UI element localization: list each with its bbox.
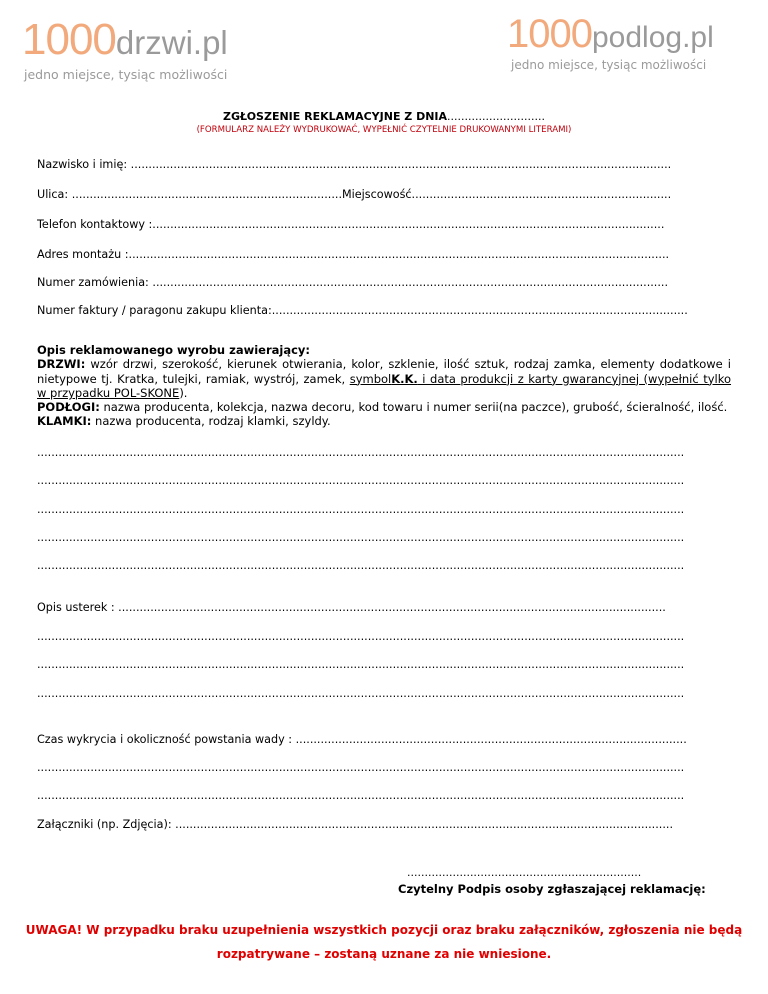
form-title [0, 110, 768, 123]
handles-text: nazwa producenta, rodzaj klamki, szyldy. [91, 414, 331, 429]
description-line[interactable]: ...................................................................................................................................................................................... [37, 559, 685, 572]
description-heading: Opis reklamowanego wyrobu zawierający: [37, 343, 310, 357]
doors-production-date: i data produkcji z karty gwarancyjnej (wypełnić tylko w przypadku POL-SKONE [37, 371, 732, 400]
phone-field[interactable]: Telefon kontaktowy :................................................................................................................................................ [37, 218, 665, 231]
order-number-field[interactable]: Numer zamówienia: ................................................................................................................................................. [37, 276, 669, 289]
description-line[interactable]: ...................................................................................................................................................................................... [37, 446, 685, 459]
form-title-text: ZGŁOSZENIE REKLAMACYJNE Z DNIA [223, 110, 448, 123]
defects-line[interactable]: ...................................................................................................................................................................................... [37, 687, 685, 700]
date-field[interactable]: ............................ [447, 110, 545, 123]
defects-field[interactable]: Opis usterek : .......................................................................................................................................................... [37, 601, 666, 614]
doors-symbol: symbol [349, 371, 392, 386]
description-line[interactable]: ...................................................................................................................................................................................... [37, 531, 685, 544]
description-line[interactable]: ...................................................................................................................................................................................... [37, 503, 685, 516]
handles-label: KLAMKI: [37, 414, 92, 429]
form-subtitle: (FORMULARZ NALEŻY WYDRUKOWAĆ, WYPEŁNIĆ CZYTELNIE DRUKOWANYMI LITERAMI) [196, 125, 572, 135]
detection-time-line[interactable]: ...................................................................................................................................................................................... [37, 789, 685, 802]
description-line[interactable]: ...................................................................................................................................................................................... [37, 474, 685, 487]
street-city-field[interactable]: Ulica: ............................................................................Miejscowość......................................................................... [37, 188, 672, 201]
logo-tagline: jedno miejsce, tysiąc możliwości [24, 67, 228, 82]
defects-line[interactable]: ...................................................................................................................................................................................... [37, 658, 685, 671]
attachments-field[interactable]: Załączniki (np. Zdjęcia): ............................................................................................................................................ [37, 818, 674, 831]
address-field[interactable]: Adres montażu :........................................................................................................................................................ [37, 248, 670, 261]
invoice-field[interactable]: Numer faktury / paragonu zakupu klienta:..................................................................................................................... [37, 304, 688, 317]
defects-line[interactable]: ...................................................................................................................................................................................... [37, 630, 685, 643]
name-field[interactable]: Nazwisko i imię: ........................................................................................................................................................ [37, 158, 672, 171]
floors-label: PODŁOGI: [37, 400, 100, 415]
logo-number: 1000 [22, 15, 116, 64]
signature-field[interactable]: ................................................................... [407, 866, 642, 879]
warning-line-1: UWAGA! W przypadku braku uzupełnienia wszystkich pozycji oraz braku załączników, zgłoszenia nie będą [25, 923, 743, 937]
logo-domain: podlog.pl [591, 21, 714, 54]
floors-text: nazwa producenta, kolekcja, nazwa decoru, kod towaru i numer serii(na paczce), grubość, ścieralność, ilość. [99, 400, 728, 415]
logo-1000drzwi [22, 15, 228, 82]
product-description-instructions: Opis reklamowanego wyrobu zawierający: DRZWI: wzór drzwi, szerokość, kierunek otwierania, kolor, szklenie, ilość sztuk, rodzaj zamka, elementy dodatkowe i nietypowe tj. Kratka, tulejki, ramiak, wystrój, zamek, symbolK.K. i data produkcji z karty gwarancyjnej (wypełnić tylko w przypadku POL-SKONE). PODŁOGI: nazwa producenta, kolekcja, nazwa decoru, kod towaru i numer serii(na paczce), grubość, ścieralność, ilość. KLAMKI: nazwa producenta, rodzaj klamki, szyldy. [37, 343, 732, 429]
logo-tagline: jedno miejsce, tysiąc możliwości [511, 58, 707, 72]
warning-line-2: rozpatrywane – zostaną uznane za nie wniesione. [216, 947, 552, 961]
logo-number: 1000 [507, 12, 592, 56]
doors-kk: K.K. [391, 371, 418, 386]
doors-label: DRZWI: [37, 357, 86, 372]
detection-time-field[interactable]: Czas wykrycia i okoliczność powstania wady : .............................................................................................................. [37, 733, 687, 746]
logo-domain: drzwi.pl [115, 24, 228, 61]
logo-1000podlog [507, 14, 714, 72]
signature-label: Czytelny Podpis osoby zgłaszającej reklamację: [398, 882, 706, 896]
doors-text: wzór drzwi, szerokość, kierunek otwierania, kolor, szklenie, ilość sztuk, rodzaj zamka, elementy dodatkowe i nietypowe tj. Kratka, tulejki, ramiak, wystrój, zamek, [37, 357, 731, 386]
detection-time-line[interactable]: ...................................................................................................................................................................................... [37, 761, 685, 774]
